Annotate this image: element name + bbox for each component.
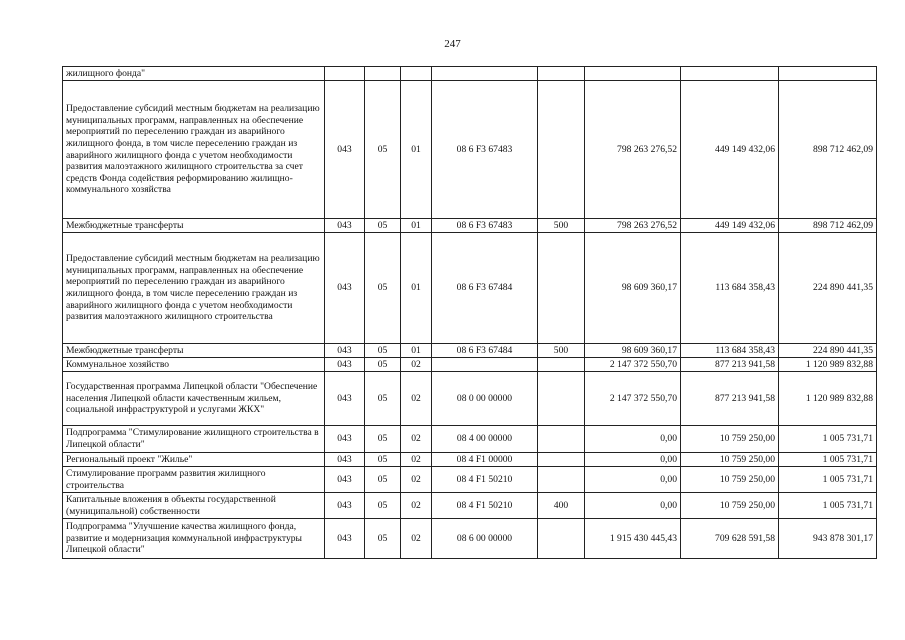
row-code: 043 [325, 344, 365, 358]
row-name: жилищного фонда" [63, 67, 325, 81]
row-amount-2: 449 149 432,06 [681, 219, 779, 233]
row-expense-type [538, 81, 585, 219]
table-row [63, 426, 877, 453]
row-amount-3: 1 005 731,71 [779, 467, 877, 493]
row-code: 043 [325, 467, 365, 493]
row-amount-1: 798 263 276,52 [585, 219, 681, 233]
row-name: Предоставление субсидий местным бюджетам на реализацию муниципальных программ, направленных на обеспечение мероприятий по переселению граждан из аварийного жилищного фонда, в том числе переселению граждан из аварийного жилищного фонда с учетом необходимости развития малоэтажного жилищного строительства за счет средств Фонда содействия реформированию жилищно-коммунального хозяйства [63, 81, 325, 219]
row-amount-2: 10 759 250,00 [681, 426, 779, 453]
row-amount-1 [585, 67, 681, 81]
row-code: 043 [325, 372, 365, 426]
row-section: 05 [365, 81, 401, 219]
row-target-code: 08 4 F1 50210 [432, 493, 538, 519]
row-section [365, 67, 401, 81]
row-amount-3: 898 712 462,09 [779, 219, 877, 233]
table-row [63, 372, 877, 426]
row-amount-3: 1 005 731,71 [779, 493, 877, 519]
row-section: 05 [365, 372, 401, 426]
row-target-code: 08 6 F3 67483 [432, 81, 538, 219]
row-name: Подпрограмма "Стимулирование жилищного строительства в Липецкой области" [63, 426, 325, 453]
row-amount-3: 224 890 441,35 [779, 233, 877, 344]
row-amount-2: 877 213 941,58 [681, 358, 779, 372]
table-row [63, 233, 877, 344]
row-name: Межбюджетные трансферты [63, 344, 325, 358]
row-amount-3: 1 005 731,71 [779, 426, 877, 453]
row-amount-1: 0,00 [585, 467, 681, 493]
table-row [63, 453, 877, 467]
row-amount-2 [681, 67, 779, 81]
row-amount-3: 1 120 989 832,88 [779, 358, 877, 372]
page-number: 247 [444, 38, 461, 50]
table-row [63, 344, 877, 358]
row-code: 043 [325, 358, 365, 372]
row-subsection: 02 [401, 493, 432, 519]
row-amount-3 [779, 67, 877, 81]
row-name: Межбюджетные трансферты [63, 219, 325, 233]
table-body [63, 67, 877, 559]
table-row [63, 81, 877, 219]
row-subsection: 01 [401, 81, 432, 219]
row-code: 043 [325, 493, 365, 519]
row-amount-1: 2 147 372 550,70 [585, 358, 681, 372]
row-expense-type: 500 [538, 344, 585, 358]
row-amount-1: 798 263 276,52 [585, 81, 681, 219]
row-expense-type [538, 519, 585, 559]
table-row [63, 493, 877, 519]
row-section: 05 [365, 219, 401, 233]
row-amount-1: 0,00 [585, 493, 681, 519]
row-target-code: 08 4 F1 50210 [432, 467, 538, 493]
row-amount-3: 224 890 441,35 [779, 344, 877, 358]
row-expense-type: 400 [538, 493, 585, 519]
row-name: Подпрограмма "Улучшение качества жилищного фонда, развитие и модернизация коммунальной инфраструктуры Липецкой области" [63, 519, 325, 559]
row-expense-type [538, 467, 585, 493]
row-subsection [401, 67, 432, 81]
row-amount-3: 1 005 731,71 [779, 453, 877, 467]
row-subsection: 02 [401, 372, 432, 426]
row-target-code: 08 6 00 00000 [432, 519, 538, 559]
row-amount-2: 113 684 358,43 [681, 233, 779, 344]
row-code: 043 [325, 519, 365, 559]
table-row [63, 67, 877, 81]
row-target-code: 08 6 F3 67484 [432, 344, 538, 358]
row-amount-3: 898 712 462,09 [779, 81, 877, 219]
row-amount-1: 0,00 [585, 426, 681, 453]
row-amount-2: 877 213 941,58 [681, 372, 779, 426]
row-amount-2: 449 149 432,06 [681, 81, 779, 219]
row-name: Капитальные вложения в объекты государственной (муниципальной) собственности [63, 493, 325, 519]
row-section: 05 [365, 233, 401, 344]
row-expense-type [538, 372, 585, 426]
row-code [325, 67, 365, 81]
row-name: Предоставление субсидий местным бюджетам на реализацию муниципальных программ, направленных на обеспечение мероприятий по переселению граждан из аварийного жилищного фонда, в том числе переселению граждан из аварийного жилищного фонда с учетом необходимости развития малоэтажного жилищного строительства [63, 233, 325, 344]
row-amount-1: 0,00 [585, 453, 681, 467]
row-section: 05 [365, 493, 401, 519]
row-name: Коммунальное хозяйство [63, 358, 325, 372]
row-section: 05 [365, 358, 401, 372]
row-amount-3: 943 878 301,17 [779, 519, 877, 559]
row-code: 043 [325, 233, 365, 344]
row-target-code: 08 6 F3 67483 [432, 219, 538, 233]
row-name: Стимулирование программ развития жилищного строительства [63, 467, 325, 493]
row-amount-2: 113 684 358,43 [681, 344, 779, 358]
row-code: 043 [325, 453, 365, 467]
table-row [63, 519, 877, 559]
row-amount-1: 98 609 360,17 [585, 233, 681, 344]
row-name: Государственная программа Липецкой области "Обеспечение населения Липецкой области качественным жильем, социальной инфраструктурой и услугами ЖКХ" [63, 372, 325, 426]
row-amount-2: 10 759 250,00 [681, 453, 779, 467]
row-target-code: 08 4 F1 00000 [432, 453, 538, 467]
row-section: 05 [365, 519, 401, 559]
row-expense-type [538, 358, 585, 372]
row-amount-2: 10 759 250,00 [681, 493, 779, 519]
row-code: 043 [325, 81, 365, 219]
row-section: 05 [365, 426, 401, 453]
row-expense-type: 500 [538, 219, 585, 233]
row-expense-type [538, 453, 585, 467]
row-subsection: 01 [401, 233, 432, 344]
row-section: 05 [365, 344, 401, 358]
row-amount-1: 98 609 360,17 [585, 344, 681, 358]
row-target-code: 08 6 F3 67484 [432, 233, 538, 344]
row-section: 05 [365, 453, 401, 467]
row-code: 043 [325, 219, 365, 233]
row-amount-1: 1 915 430 445,43 [585, 519, 681, 559]
table-row [63, 467, 877, 493]
row-amount-2: 709 628 591,58 [681, 519, 779, 559]
row-subsection: 02 [401, 426, 432, 453]
row-amount-2: 10 759 250,00 [681, 467, 779, 493]
row-amount-1: 2 147 372 550,70 [585, 372, 681, 426]
row-target-code [432, 67, 538, 81]
row-subsection: 02 [401, 358, 432, 372]
budget-table [62, 66, 877, 559]
row-expense-type [538, 426, 585, 453]
row-subsection: 01 [401, 219, 432, 233]
row-expense-type [538, 233, 585, 344]
row-target-code: 08 0 00 00000 [432, 372, 538, 426]
row-name: Региональный проект "Жилье" [63, 453, 325, 467]
row-subsection: 02 [401, 467, 432, 493]
row-target-code [432, 358, 538, 372]
row-code: 043 [325, 426, 365, 453]
row-subsection: 02 [401, 519, 432, 559]
table-row [63, 358, 877, 372]
row-subsection: 02 [401, 453, 432, 467]
row-subsection: 01 [401, 344, 432, 358]
row-amount-3: 1 120 989 832,88 [779, 372, 877, 426]
row-expense-type [538, 67, 585, 81]
row-target-code: 08 4 00 00000 [432, 426, 538, 453]
row-section: 05 [365, 467, 401, 493]
table-row [63, 219, 877, 233]
